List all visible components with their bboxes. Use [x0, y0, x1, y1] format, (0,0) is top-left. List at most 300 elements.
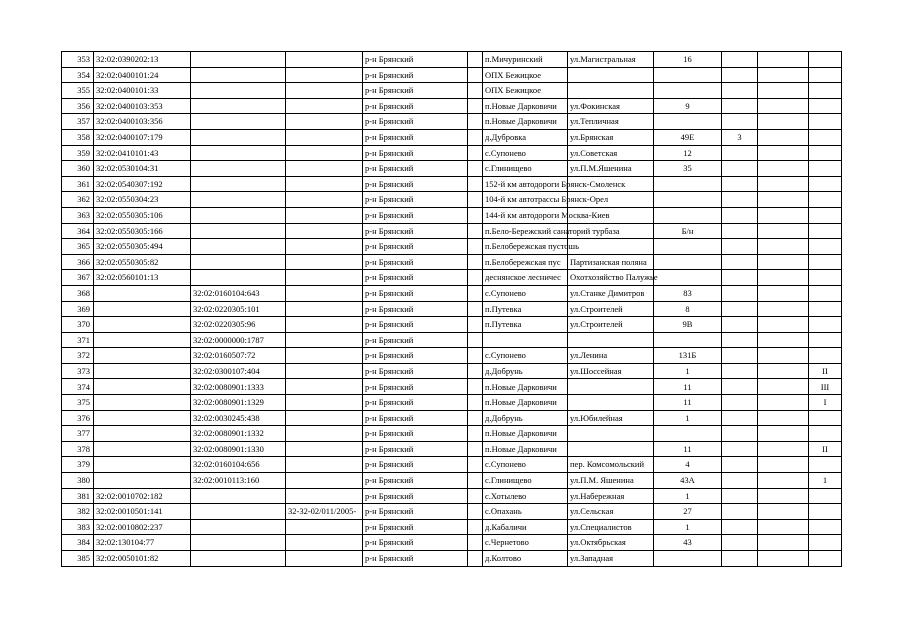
cadastral-number-alt-cell — [191, 207, 286, 223]
row-number-cell: 372 — [62, 348, 94, 364]
table-row — [62, 129, 842, 145]
registration-number-cell — [286, 426, 363, 442]
registration-number-cell — [286, 348, 363, 364]
table-row — [62, 161, 842, 177]
building-cell — [722, 441, 758, 457]
district-cell: р-н Брянский — [363, 457, 468, 473]
settlement-cell: с.Супонево — [483, 285, 568, 301]
table-row — [62, 426, 842, 442]
street-cell: ул.Брянская — [568, 129, 654, 145]
cadastral-number-alt-cell — [191, 83, 286, 99]
settlement-cell: деснянское лесничес — [483, 270, 568, 286]
district-cell: р-н Брянский — [363, 239, 468, 255]
street-cell: ул.Специалистов — [568, 519, 654, 535]
settlement-cell: д.Колтово — [483, 551, 568, 567]
house-number-cell: 43 — [654, 535, 722, 551]
cadastral-number-cell: 32:02:0550305:166 — [94, 223, 191, 239]
house-number-cell — [654, 176, 722, 192]
cadastral-number-cell: 32:02:0400101:24 — [94, 67, 191, 83]
extra-cell — [758, 488, 809, 504]
extra-cell — [758, 176, 809, 192]
house-number-cell — [654, 239, 722, 255]
cadastral-number-alt-cell — [191, 52, 286, 68]
cadastral-number-alt-cell — [191, 519, 286, 535]
apartment-cell — [809, 161, 842, 177]
spacer-cell — [468, 301, 483, 317]
spacer-cell — [468, 441, 483, 457]
building-cell — [722, 473, 758, 489]
row-number-cell: 353 — [62, 52, 94, 68]
cadastral-number-cell — [94, 348, 191, 364]
cadastral-number-alt-cell: 32:02:0160104:643 — [191, 285, 286, 301]
registration-number-cell — [286, 192, 363, 208]
house-number-cell — [654, 114, 722, 130]
spacer-cell — [468, 145, 483, 161]
building-cell: 3 — [722, 129, 758, 145]
house-number-cell: 8 — [654, 301, 722, 317]
registration-number-cell — [286, 239, 363, 255]
cadastral-number-cell — [94, 379, 191, 395]
row-number-cell: 365 — [62, 239, 94, 255]
row-number-cell: 367 — [62, 270, 94, 286]
spacer-cell — [468, 488, 483, 504]
registration-number-cell — [286, 410, 363, 426]
street-cell — [568, 426, 654, 442]
street-cell — [568, 83, 654, 99]
district-cell: р-н Брянский — [363, 67, 468, 83]
row-number-cell: 378 — [62, 441, 94, 457]
district-cell: р-н Брянский — [363, 426, 468, 442]
extra-cell — [758, 223, 809, 239]
table-row — [62, 363, 842, 379]
house-number-cell: 83 — [654, 285, 722, 301]
table-row — [62, 223, 842, 239]
registration-number-cell — [286, 176, 363, 192]
extra-cell — [758, 129, 809, 145]
registration-number-cell — [286, 488, 363, 504]
spacer-cell — [468, 348, 483, 364]
registration-number-cell — [286, 441, 363, 457]
apartment-cell — [809, 535, 842, 551]
spacer-cell — [468, 67, 483, 83]
district-cell: р-н Брянский — [363, 332, 468, 348]
spacer-cell — [468, 254, 483, 270]
apartment-cell — [809, 551, 842, 567]
apartment-cell — [809, 285, 842, 301]
cadastral-number-cell — [94, 395, 191, 411]
cadastral-number-alt-cell: 32:02:0080901:1329 — [191, 395, 286, 411]
apartment-cell — [809, 83, 842, 99]
district-cell: р-н Брянский — [363, 98, 468, 114]
apartment-cell — [809, 426, 842, 442]
settlement-cell: п.Новые Дарковичи — [483, 379, 568, 395]
registration-number-cell — [286, 317, 363, 333]
cadastral-number-cell: 32:02:0400103:356 — [94, 114, 191, 130]
building-cell — [722, 52, 758, 68]
cadastral-number-cell — [94, 473, 191, 489]
spacer-cell — [468, 317, 483, 333]
settlement-cell: 104-й км автотрассы Брянск-Орел — [483, 192, 568, 208]
extra-cell — [758, 83, 809, 99]
cadastral-number-cell: 32:02:0530104:31 — [94, 161, 191, 177]
street-cell: ул.Советская — [568, 145, 654, 161]
cadastral-number-alt-cell — [191, 161, 286, 177]
building-cell — [722, 363, 758, 379]
house-number-cell: 4 — [654, 457, 722, 473]
house-number-cell: 1 — [654, 410, 722, 426]
cadastral-number-alt-cell: 32:02:0080901:1332 — [191, 426, 286, 442]
cadastral-number-alt-cell — [191, 145, 286, 161]
row-number-cell: 376 — [62, 410, 94, 426]
table-row — [62, 192, 842, 208]
cadastral-number-cell: 32:02:0550305:106 — [94, 207, 191, 223]
table-row — [62, 535, 842, 551]
extra-cell — [758, 254, 809, 270]
cadastral-number-cell: 32:02:0410101:43 — [94, 145, 191, 161]
cadastral-number-alt-cell: 32:02:0080901:1333 — [191, 379, 286, 395]
cadastral-number-cell — [94, 285, 191, 301]
cadastral-number-alt-cell: 32:02:0000000:1787 — [191, 332, 286, 348]
apartment-cell — [809, 52, 842, 68]
spacer-cell — [468, 114, 483, 130]
extra-cell — [758, 395, 809, 411]
registration-number-cell — [286, 519, 363, 535]
spacer-cell — [468, 395, 483, 411]
district-cell: р-н Брянский — [363, 488, 468, 504]
settlement-cell: д.Добрунь — [483, 363, 568, 379]
building-cell — [722, 519, 758, 535]
apartment-cell — [809, 223, 842, 239]
cadastral-number-cell — [94, 426, 191, 442]
spacer-cell — [468, 426, 483, 442]
settlement-cell: п.Путевка — [483, 301, 568, 317]
apartment-cell — [809, 129, 842, 145]
extra-cell — [758, 98, 809, 114]
registration-number-cell: 32-32-02/011/2005- — [286, 504, 363, 520]
cadastral-number-alt-cell — [191, 98, 286, 114]
apartment-cell — [809, 332, 842, 348]
building-cell — [722, 285, 758, 301]
house-number-cell: 9В — [654, 317, 722, 333]
row-number-cell: 361 — [62, 176, 94, 192]
building-cell — [722, 161, 758, 177]
table-row — [62, 410, 842, 426]
district-cell: р-н Брянский — [363, 504, 468, 520]
cadastral-number-cell — [94, 301, 191, 317]
house-number-cell: 11 — [654, 379, 722, 395]
district-cell: р-н Брянский — [363, 379, 468, 395]
cadastral-number-alt-cell: 32:02:0160104:656 — [191, 457, 286, 473]
building-cell — [722, 410, 758, 426]
building-cell — [722, 317, 758, 333]
settlement-cell: 144-й км автодороги Москва-Киев — [483, 207, 568, 223]
settlement-cell: с.Супонево — [483, 457, 568, 473]
district-cell: р-н Брянский — [363, 473, 468, 489]
street-cell — [568, 441, 654, 457]
settlement-cell: с.Супонево — [483, 348, 568, 364]
settlement-cell: д.Дубровка — [483, 129, 568, 145]
extra-cell — [758, 67, 809, 83]
building-cell — [722, 270, 758, 286]
cadastral-number-alt-cell — [191, 176, 286, 192]
apartment-cell — [809, 145, 842, 161]
district-cell: р-н Брянский — [363, 519, 468, 535]
street-cell: ул.Юбилейная — [568, 410, 654, 426]
district-cell: р-н Брянский — [363, 114, 468, 130]
table-row — [62, 239, 842, 255]
table-row — [62, 348, 842, 364]
table-row — [62, 395, 842, 411]
apartment-cell — [809, 317, 842, 333]
registration-number-cell — [286, 535, 363, 551]
settlement-cell: с.Супонево — [483, 145, 568, 161]
row-number-cell: 381 — [62, 488, 94, 504]
table-row — [62, 317, 842, 333]
house-number-cell — [654, 254, 722, 270]
district-cell: р-н Брянский — [363, 83, 468, 99]
cadastral-number-alt-cell — [191, 254, 286, 270]
table-row — [62, 488, 842, 504]
cadastral-number-alt-cell — [191, 223, 286, 239]
district-cell: р-н Брянский — [363, 285, 468, 301]
registration-number-cell — [286, 473, 363, 489]
cadastral-number-cell: 32:02:0050101:82 — [94, 551, 191, 567]
building-cell — [722, 223, 758, 239]
row-number-cell: 360 — [62, 161, 94, 177]
street-cell: ул.Западная — [568, 551, 654, 567]
extra-cell — [758, 504, 809, 520]
registration-number-cell — [286, 145, 363, 161]
cadastral-number-alt-cell — [191, 551, 286, 567]
district-cell: р-н Брянский — [363, 192, 468, 208]
apartment-cell — [809, 410, 842, 426]
row-number-cell: 373 — [62, 363, 94, 379]
district-cell: р-н Брянский — [363, 52, 468, 68]
table-row — [62, 551, 842, 567]
district-cell: р-н Брянский — [363, 176, 468, 192]
district-cell: р-н Брянский — [363, 395, 468, 411]
apartment-cell — [809, 504, 842, 520]
spacer-cell — [468, 363, 483, 379]
settlement-cell — [483, 332, 568, 348]
apartment-cell: I — [809, 395, 842, 411]
apartment-cell — [809, 239, 842, 255]
house-number-cell: 35 — [654, 161, 722, 177]
house-number-cell — [654, 192, 722, 208]
house-number-cell: 1 — [654, 519, 722, 535]
house-number-cell — [654, 207, 722, 223]
extra-cell — [758, 317, 809, 333]
extra-cell — [758, 535, 809, 551]
spacer-cell — [468, 379, 483, 395]
spacer-cell — [468, 223, 483, 239]
street-cell — [568, 332, 654, 348]
street-cell: Партизанская поляна — [568, 254, 654, 270]
row-number-cell: 377 — [62, 426, 94, 442]
extra-cell — [758, 192, 809, 208]
street-cell: ул.Тепличная — [568, 114, 654, 130]
table-row — [62, 83, 842, 99]
settlement-cell: д.Кабаличи — [483, 519, 568, 535]
spacer-cell — [468, 410, 483, 426]
district-cell: р-н Брянский — [363, 270, 468, 286]
settlement-cell: д.Добрунь — [483, 410, 568, 426]
apartment-cell — [809, 348, 842, 364]
cadastral-number-alt-cell — [191, 67, 286, 83]
settlement-cell: п.Бело-Бережский санаторий турбаза — [483, 223, 568, 239]
street-cell: ул.П.М. Яшенина — [568, 473, 654, 489]
street-cell: ул.Сельская — [568, 504, 654, 520]
registry-body — [62, 52, 842, 567]
spacer-cell — [468, 473, 483, 489]
table-row — [62, 285, 842, 301]
spacer-cell — [468, 207, 483, 223]
district-cell: р-н Брянский — [363, 223, 468, 239]
settlement-cell: с.Глинищево — [483, 473, 568, 489]
registration-number-cell — [286, 114, 363, 130]
registration-number-cell — [286, 67, 363, 83]
settlement-cell: п.Новые Дарковичи — [483, 426, 568, 442]
row-number-cell: 358 — [62, 129, 94, 145]
row-number-cell: 379 — [62, 457, 94, 473]
table-row — [62, 504, 842, 520]
building-cell — [722, 488, 758, 504]
cadastral-number-alt-cell: 32:02:0030245:438 — [191, 410, 286, 426]
spacer-cell — [468, 332, 483, 348]
cadastral-number-cell: 32:02:0400103:353 — [94, 98, 191, 114]
settlement-cell: п.Новые Дарковичи — [483, 441, 568, 457]
street-cell: ул.Станке Димитров — [568, 285, 654, 301]
registration-number-cell — [286, 457, 363, 473]
registration-number-cell — [286, 83, 363, 99]
table-row — [62, 176, 842, 192]
registration-number-cell — [286, 129, 363, 145]
street-cell — [568, 395, 654, 411]
spacer-cell — [468, 270, 483, 286]
cadastral-number-alt-cell: 32:02:0220305:96 — [191, 317, 286, 333]
spacer-cell — [468, 98, 483, 114]
registration-number-cell — [286, 551, 363, 567]
street-cell: ул.Строителей — [568, 301, 654, 317]
table-row — [62, 254, 842, 270]
registration-number-cell — [286, 207, 363, 223]
extra-cell — [758, 239, 809, 255]
registration-number-cell — [286, 98, 363, 114]
street-cell: ул.Шоссейная — [568, 363, 654, 379]
house-number-cell: 9 — [654, 98, 722, 114]
cadastral-number-alt-cell — [191, 504, 286, 520]
apartment-cell: II — [809, 363, 842, 379]
house-number-cell — [654, 551, 722, 567]
spacer-cell — [468, 239, 483, 255]
extra-cell — [758, 519, 809, 535]
building-cell — [722, 457, 758, 473]
house-number-cell: 11 — [654, 395, 722, 411]
cadastral-number-cell: 32:02:0010802:237 — [94, 519, 191, 535]
cadastral-number-alt-cell — [191, 270, 286, 286]
row-number-cell: 370 — [62, 317, 94, 333]
apartment-cell — [809, 114, 842, 130]
row-number-cell: 375 — [62, 395, 94, 411]
extra-cell — [758, 348, 809, 364]
settlement-cell: п.Путевка — [483, 317, 568, 333]
house-number-cell — [654, 67, 722, 83]
cadastral-number-alt-cell: 32:02:0160507:72 — [191, 348, 286, 364]
extra-cell — [758, 207, 809, 223]
district-cell: р-н Брянский — [363, 317, 468, 333]
table-row — [62, 207, 842, 223]
building-cell — [722, 254, 758, 270]
house-number-cell — [654, 332, 722, 348]
house-number-cell: 43А — [654, 473, 722, 489]
row-number-cell: 366 — [62, 254, 94, 270]
row-number-cell: 354 — [62, 67, 94, 83]
street-cell: ул.Магистральная — [568, 52, 654, 68]
cadastral-number-cell — [94, 410, 191, 426]
building-cell — [722, 239, 758, 255]
apartment-cell: 1 — [809, 473, 842, 489]
building-cell — [722, 551, 758, 567]
cadastral-number-alt-cell — [191, 192, 286, 208]
row-number-cell: 368 — [62, 285, 94, 301]
cadastral-number-alt-cell: 32:02:0080901:1330 — [191, 441, 286, 457]
cadastral-number-cell — [94, 332, 191, 348]
spacer-cell — [468, 161, 483, 177]
cadastral-number-alt-cell — [191, 114, 286, 130]
district-cell: р-н Брянский — [363, 161, 468, 177]
building-cell — [722, 395, 758, 411]
apartment-cell — [809, 67, 842, 83]
district-cell: р-н Брянский — [363, 348, 468, 364]
cadastral-number-cell: 32:02:0550305:494 — [94, 239, 191, 255]
table-row — [62, 52, 842, 68]
cadastral-number-cell — [94, 441, 191, 457]
apartment-cell — [809, 488, 842, 504]
cadastral-number-cell: 32:02:0540307:192 — [94, 176, 191, 192]
table-row — [62, 114, 842, 130]
district-cell: р-н Брянский — [363, 535, 468, 551]
street-cell — [568, 379, 654, 395]
cadastral-number-cell: 32:02:0010501:141 — [94, 504, 191, 520]
row-number-cell: 355 — [62, 83, 94, 99]
building-cell — [722, 426, 758, 442]
extra-cell — [758, 426, 809, 442]
spacer-cell — [468, 519, 483, 535]
extra-cell — [758, 441, 809, 457]
registration-number-cell — [286, 395, 363, 411]
building-cell — [722, 332, 758, 348]
cadastral-number-alt-cell: 32:02:0220305:101 — [191, 301, 286, 317]
cadastral-number-alt-cell — [191, 535, 286, 551]
settlement-cell: с.Хотылево — [483, 488, 568, 504]
table-row — [62, 270, 842, 286]
district-cell: р-н Брянский — [363, 363, 468, 379]
extra-cell — [758, 551, 809, 567]
district-cell: р-н Брянский — [363, 441, 468, 457]
spacer-cell — [468, 457, 483, 473]
cadastral-number-cell: 32:02:0010702:182 — [94, 488, 191, 504]
district-cell: р-н Брянский — [363, 129, 468, 145]
building-cell — [722, 348, 758, 364]
row-number-cell: 369 — [62, 301, 94, 317]
registration-number-cell — [286, 379, 363, 395]
street-cell — [568, 67, 654, 83]
row-number-cell: 364 — [62, 223, 94, 239]
house-number-cell: 131Б — [654, 348, 722, 364]
house-number-cell: 49Е — [654, 129, 722, 145]
table-row — [62, 145, 842, 161]
row-number-cell: 359 — [62, 145, 94, 161]
